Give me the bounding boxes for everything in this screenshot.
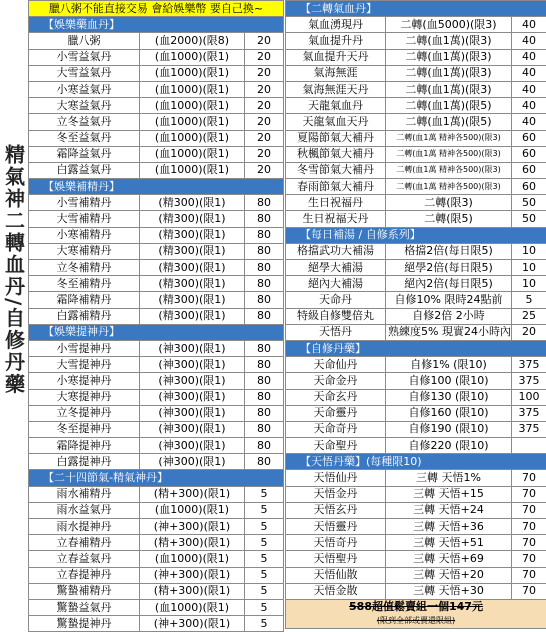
table-row <box>286 49 546 65</box>
item-effect: (血2000)(限8) <box>140 33 245 49</box>
section-title: 【天悟丹藥】(每種限10) <box>286 454 546 470</box>
item-name: 氣血湧現丹 <box>286 17 386 33</box>
item-name: 天悟丹 <box>286 324 386 340</box>
table-row <box>286 519 546 535</box>
table-row <box>29 405 284 421</box>
section-title: 【自修丹藥】 <box>286 340 546 356</box>
table-row <box>29 567 284 583</box>
item-name: 氣血提升丹 <box>286 33 386 49</box>
item-price: 10 <box>512 260 546 276</box>
item-name: 大寒補精丹 <box>29 243 140 259</box>
table-row <box>29 373 284 389</box>
section-title: 【娛樂補精丹】 <box>29 179 284 195</box>
item-name: 天悟奇丹 <box>286 535 386 551</box>
item-effect: 二轉(血5000)(限3) <box>386 17 512 33</box>
section-header <box>29 470 284 486</box>
table-row <box>286 211 546 227</box>
item-effect: 三轉 天悟+69 <box>386 551 512 567</box>
item-name: 驚蟄補精丹 <box>29 583 140 599</box>
item-price: 80 <box>245 454 284 470</box>
item-effect: 絕內2倍(每日限5) <box>386 276 512 292</box>
item-price: 50 <box>512 195 546 211</box>
table-row <box>286 114 546 130</box>
item-name: 驚蟄提神丹 <box>29 616 140 632</box>
table-row <box>286 324 546 340</box>
item-effect: (神+300)(限1) <box>140 519 245 535</box>
item-price: 5 <box>512 292 546 308</box>
item-price: 375 <box>512 357 546 373</box>
item-name: 絕內大補湯 <box>286 276 386 292</box>
section-header <box>29 17 284 33</box>
item-price: 80 <box>245 357 284 373</box>
item-name: 天命靈丹 <box>286 405 386 421</box>
item-price: 70 <box>512 567 546 583</box>
item-price: 70 <box>512 486 546 502</box>
item-price: 25 <box>512 308 546 324</box>
item-effect: (精300)(限1) <box>140 195 245 211</box>
item-name: 冬雪節氣大補丹 <box>286 162 386 178</box>
table-row <box>286 81 546 97</box>
item-effect: 二轉(血1萬 精神各500)(限3) <box>386 146 512 162</box>
table-row <box>29 454 284 470</box>
item-name: 天悟仙散 <box>286 567 386 583</box>
item-effect: (血1000)(限1) <box>140 65 245 81</box>
item-price: 5 <box>245 583 284 599</box>
table-row <box>29 438 284 454</box>
item-effect: (神+300)(限1) <box>140 567 245 583</box>
item-price: 40 <box>512 33 546 49</box>
item-name: 驚蟄益氣丹 <box>29 599 140 615</box>
table-row <box>29 195 284 211</box>
table-row <box>286 195 546 211</box>
item-price: 5 <box>245 599 284 615</box>
item-name: 雨水提神丹 <box>29 519 140 535</box>
item-name: 天悟聖丹 <box>286 551 386 567</box>
promo-cell <box>286 599 546 628</box>
item-price: 20 <box>245 81 284 97</box>
table-row <box>29 340 284 356</box>
item-effect: 自修2倍 2小時 <box>386 308 512 324</box>
section-title: 【二轉氣血丹】 <box>286 1 546 17</box>
item-effect: 二轉(血1萬)(限3) <box>386 33 512 49</box>
table-row <box>286 486 546 502</box>
item-name: 冬至補精丹 <box>29 276 140 292</box>
item-effect: (精300)(限1) <box>140 227 245 243</box>
table-row <box>29 211 284 227</box>
item-name: 天龍氣血丹 <box>286 98 386 114</box>
item-price: 20 <box>245 65 284 81</box>
item-price: 100 <box>512 389 546 405</box>
item-price: 80 <box>245 292 284 308</box>
item-name: 天悟仙丹 <box>286 470 386 486</box>
item-effect: 自修160 (限10) <box>386 405 512 421</box>
table-row <box>286 405 546 421</box>
table-row <box>286 33 546 49</box>
item-price: 60 <box>512 162 546 178</box>
table-row <box>286 308 546 324</box>
side-label-text: 精氣神二轉血丹/自修丹藥 <box>0 144 29 395</box>
item-price: 50 <box>512 211 546 227</box>
table-row <box>29 421 284 437</box>
item-price: 10 <box>512 243 546 259</box>
item-name: 天悟靈丹 <box>286 519 386 535</box>
item-name: 霜降提神丹 <box>29 438 140 454</box>
section-header <box>29 324 284 340</box>
item-price: 20 <box>245 49 284 65</box>
table-row <box>29 599 284 615</box>
item-price: 80 <box>245 340 284 356</box>
table-row <box>286 243 546 259</box>
item-price: 5 <box>245 502 284 518</box>
item-effect: 二轉(血1萬)(限3) <box>386 49 512 65</box>
table-row <box>29 130 284 146</box>
table-row <box>29 357 284 373</box>
item-name: 氣海無涯 <box>286 65 386 81</box>
item-name: 立春益氣丹 <box>29 551 140 567</box>
item-name: 小寒提神丹 <box>29 373 140 389</box>
item-name: 生日祝福天丹 <box>286 211 386 227</box>
item-name: 霜降益氣丹 <box>29 146 140 162</box>
table-row <box>29 98 284 114</box>
item-name: 小雪補精丹 <box>29 195 140 211</box>
table-row <box>29 114 284 130</box>
table-row <box>29 162 284 178</box>
item-price: 80 <box>245 260 284 276</box>
item-effect: (精300)(限1) <box>140 292 245 308</box>
item-name: 天命金丹 <box>286 373 386 389</box>
item-price: 375 <box>512 405 546 421</box>
side-label <box>0 0 28 540</box>
table-row <box>29 146 284 162</box>
table-row <box>29 583 284 599</box>
item-effect: (神300)(限1) <box>140 357 245 373</box>
item-effect: 三轉 天悟+20 <box>386 567 512 583</box>
item-effect: 三轉 天悟+15 <box>386 486 512 502</box>
item-effect: 格擋2倍(每日限5) <box>386 243 512 259</box>
item-effect: (血1000)(限1) <box>140 130 245 146</box>
table-row <box>286 17 546 33</box>
item-effect: 自修220 (限10) <box>386 438 512 454</box>
table-row <box>286 535 546 551</box>
item-name: 冬至提神丹 <box>29 421 140 437</box>
item-name: 白露益氣丹 <box>29 162 140 178</box>
item-name: 小雪益氣丹 <box>29 49 140 65</box>
item-price: 60 <box>512 179 546 195</box>
right-price-table <box>285 0 546 629</box>
table-row <box>29 535 284 551</box>
section-title: 【每日補湯 / 自修系列】 <box>286 227 546 243</box>
item-name: 大寒益氣丹 <box>29 98 140 114</box>
table-row <box>29 389 284 405</box>
section-title: 【娛樂提神丹】 <box>29 324 284 340</box>
item-name: 立春提神丹 <box>29 567 140 583</box>
item-price: 80 <box>245 438 284 454</box>
table-row <box>286 583 546 599</box>
notice-row <box>29 1 284 17</box>
table-row <box>29 276 284 292</box>
table-row <box>286 65 546 81</box>
section-header <box>286 227 546 243</box>
item-name: 小寒益氣丹 <box>29 81 140 97</box>
item-name: 天命玄丹 <box>286 389 386 405</box>
item-effect: (神+300)(限1) <box>140 616 245 632</box>
item-name: 小雪提神丹 <box>29 340 140 356</box>
item-effect: 自修1% (限10) <box>386 357 512 373</box>
promo-main-text: 588超值鬆賣組一個147元 <box>288 600 544 614</box>
item-name: 氣海無涯天丹 <box>286 81 386 97</box>
item-name: 大雪補精丹 <box>29 211 140 227</box>
table-row <box>286 357 546 373</box>
item-price <box>512 438 546 454</box>
item-name: 天命聖丹 <box>286 438 386 454</box>
item-name: 立冬提神丹 <box>29 405 140 421</box>
item-price: 80 <box>245 227 284 243</box>
item-name: 格擋武功大補湯 <box>286 243 386 259</box>
item-name: 天悟金散 <box>286 583 386 599</box>
left-price-table <box>28 0 284 632</box>
table-row <box>286 162 546 178</box>
table-row <box>29 33 284 49</box>
item-name: 雨水補精丹 <box>29 486 140 502</box>
item-effect: 自修10% 限時24點前 <box>386 292 512 308</box>
table-row <box>286 551 546 567</box>
promo-sub-text: (限到全部或賣還限組) <box>288 614 544 628</box>
item-price: 5 <box>245 567 284 583</box>
table-row <box>286 421 546 437</box>
item-effect: (血1000)(限1) <box>140 49 245 65</box>
item-price: 5 <box>245 519 284 535</box>
table-row <box>29 81 284 97</box>
item-effect: 二轉(血1萬 精神各500)(限3) <box>386 179 512 195</box>
item-effect: (精+300)(限1) <box>140 535 245 551</box>
item-effect: (血1000)(限1) <box>140 81 245 97</box>
item-effect: (神300)(限1) <box>140 373 245 389</box>
item-effect: 熟練度5% 現實24小時內 <box>386 324 512 340</box>
item-effect: (精300)(限1) <box>140 260 245 276</box>
table-row <box>286 260 546 276</box>
item-name: 天命仙丹 <box>286 357 386 373</box>
item-name: 天命丹 <box>286 292 386 308</box>
item-price: 70 <box>512 470 546 486</box>
item-effect: (精300)(限1) <box>140 276 245 292</box>
table-row <box>286 98 546 114</box>
item-name: 大雪提神丹 <box>29 357 140 373</box>
item-price: 20 <box>245 162 284 178</box>
item-price: 20 <box>245 114 284 130</box>
table-row <box>29 486 284 502</box>
table-row <box>286 502 546 518</box>
item-name: 白露補精丹 <box>29 308 140 324</box>
table-row <box>286 179 546 195</box>
item-effect: (精+300)(限1) <box>140 583 245 599</box>
item-effect: 二轉(血1萬 精神各500)(限3) <box>386 130 512 146</box>
item-effect: (血1000)(限1) <box>140 599 245 615</box>
item-effect: 二轉(限3) <box>386 195 512 211</box>
item-name: 氣血提升天丹 <box>286 49 386 65</box>
item-price: 80 <box>245 373 284 389</box>
item-effect: (精300)(限1) <box>140 211 245 227</box>
item-effect: 三轉 天悟1% <box>386 470 512 486</box>
table-row <box>286 470 546 486</box>
item-effect: (血1000)(限1) <box>140 502 245 518</box>
section-header <box>29 179 284 195</box>
item-effect: (神300)(限1) <box>140 389 245 405</box>
table-row <box>29 519 284 535</box>
item-name: 天命奇丹 <box>286 421 386 437</box>
item-price: 80 <box>245 308 284 324</box>
item-price: 80 <box>245 211 284 227</box>
item-price: 375 <box>512 421 546 437</box>
table-row <box>286 373 546 389</box>
table-row <box>29 551 284 567</box>
item-effect: 三轉 天悟+24 <box>386 502 512 518</box>
item-name: 秋楓節氣大補丹 <box>286 146 386 162</box>
item-price: 40 <box>512 65 546 81</box>
item-effect: (血1000)(限1) <box>140 551 245 567</box>
item-name: 天悟金丹 <box>286 486 386 502</box>
item-name: 雨水益氣丹 <box>29 502 140 518</box>
table-row <box>29 502 284 518</box>
item-effect: 二轉(血1萬)(限5) <box>386 114 512 130</box>
table-row <box>29 49 284 65</box>
table-row <box>286 567 546 583</box>
item-price: 5 <box>245 551 284 567</box>
item-effect: (精300)(限1) <box>140 243 245 259</box>
table-row <box>286 146 546 162</box>
item-price: 60 <box>512 146 546 162</box>
item-name: 小寒補精丹 <box>29 227 140 243</box>
item-effect: (神300)(限1) <box>140 405 245 421</box>
item-effect: (神300)(限1) <box>140 454 245 470</box>
item-price: 70 <box>512 535 546 551</box>
item-effect: (血1000)(限1) <box>140 146 245 162</box>
item-name: 大寒提神丹 <box>29 389 140 405</box>
item-name: 特級自修雙倍丸 <box>286 308 386 324</box>
item-effect: 自修100 (限10) <box>386 373 512 389</box>
item-price: 80 <box>245 389 284 405</box>
item-name: 冬至益氣丹 <box>29 130 140 146</box>
item-price: 70 <box>512 583 546 599</box>
item-name: 春雨節氣大補丹 <box>286 179 386 195</box>
item-price: 40 <box>512 17 546 33</box>
item-price: 10 <box>512 276 546 292</box>
item-price: 70 <box>512 519 546 535</box>
item-effect: (神300)(限1) <box>140 340 245 356</box>
item-name: 天悟玄丹 <box>286 502 386 518</box>
section-title: 【娛樂藥血丹】 <box>29 17 284 33</box>
item-price: 40 <box>512 98 546 114</box>
item-price: 20 <box>245 33 284 49</box>
item-price: 70 <box>512 551 546 567</box>
item-effect: 三轉 天悟+30 <box>386 583 512 599</box>
item-name: 夏陽節氣大補丹 <box>286 130 386 146</box>
table-row <box>29 65 284 81</box>
item-effect: 二轉(血1萬)(限3) <box>386 65 512 81</box>
item-effect: 自修130 (限10) <box>386 389 512 405</box>
item-price: 40 <box>512 49 546 65</box>
item-price: 40 <box>512 114 546 130</box>
item-price: 80 <box>245 276 284 292</box>
item-effect: 二轉(限5) <box>386 211 512 227</box>
item-effect: 絕學2倍(每日限5) <box>386 260 512 276</box>
item-price: 20 <box>512 324 546 340</box>
item-name: 霜降補精丹 <box>29 292 140 308</box>
item-price: 60 <box>512 130 546 146</box>
item-effect: 二轉(血1萬)(限5) <box>386 98 512 114</box>
item-effect: (神300)(限1) <box>140 421 245 437</box>
item-price: 20 <box>245 98 284 114</box>
item-effect: 二轉(血1萬 精神各500)(限3) <box>386 162 512 178</box>
item-price: 80 <box>245 405 284 421</box>
section-header <box>286 340 546 356</box>
item-name: 臘八粥 <box>29 33 140 49</box>
item-effect: (血1000)(限1) <box>140 162 245 178</box>
item-price: 80 <box>245 243 284 259</box>
item-effect: (神300)(限1) <box>140 438 245 454</box>
promo-row <box>286 599 546 628</box>
item-name: 立冬補精丹 <box>29 260 140 276</box>
item-name: 生日祝福丹 <box>286 195 386 211</box>
item-price: 5 <box>245 535 284 551</box>
table-row <box>286 130 546 146</box>
item-price: 5 <box>245 616 284 632</box>
item-price: 5 <box>245 486 284 502</box>
item-effect: 三轉 天悟+36 <box>386 519 512 535</box>
notice-text: 臘八粥不能直接交易 會給娛樂幣 要自己換~ <box>29 1 284 17</box>
item-price: 20 <box>245 130 284 146</box>
item-effect: 自修190 (限10) <box>386 421 512 437</box>
item-price: 20 <box>245 146 284 162</box>
section-title: 【二十四節氣-精氣神丹】 <box>29 470 284 486</box>
item-price: 70 <box>512 502 546 518</box>
table-row <box>29 292 284 308</box>
section-header <box>286 1 546 17</box>
table-row <box>29 308 284 324</box>
item-price: 80 <box>245 195 284 211</box>
table-row <box>29 243 284 259</box>
item-price: 375 <box>512 373 546 389</box>
item-name: 天龍氣血天丹 <box>286 114 386 130</box>
table-row <box>286 438 546 454</box>
item-price: 40 <box>512 81 546 97</box>
item-name: 白露提神丹 <box>29 454 140 470</box>
item-name: 立春補精丹 <box>29 535 140 551</box>
table-row <box>286 276 546 292</box>
item-effect: (精300)(限1) <box>140 308 245 324</box>
item-price: 80 <box>245 421 284 437</box>
item-name: 立冬益氣丹 <box>29 114 140 130</box>
table-row <box>29 616 284 632</box>
item-name: 絕學大補湯 <box>286 260 386 276</box>
table-row <box>286 389 546 405</box>
item-name: 大雪益氣丹 <box>29 65 140 81</box>
item-effect: (血1000)(限1) <box>140 98 245 114</box>
section-header <box>286 454 546 470</box>
item-effect: 二轉(血1萬)(限3) <box>386 81 512 97</box>
table-row <box>286 292 546 308</box>
table-row <box>29 227 284 243</box>
item-effect: 三轉 天悟+51 <box>386 535 512 551</box>
item-effect: (血1000)(限1) <box>140 114 245 130</box>
table-row <box>29 260 284 276</box>
item-effect: (精+300)(限1) <box>140 486 245 502</box>
